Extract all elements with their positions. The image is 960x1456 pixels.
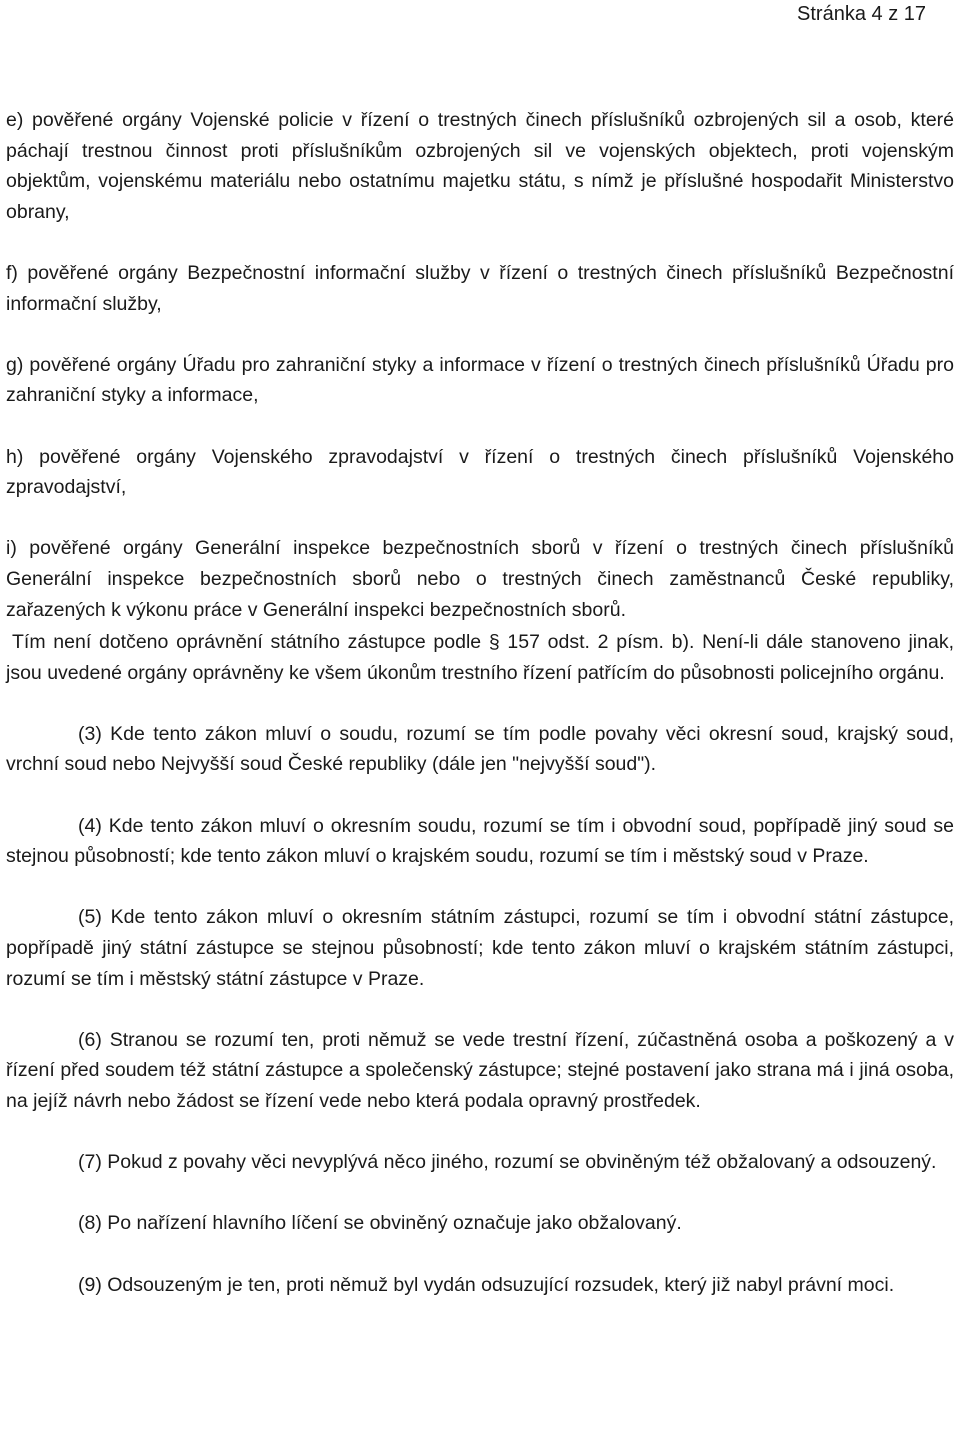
- paragraph-3: (3) Kde tento zákon mluví o soudu, rozumí se tím podle povahy věci okresní soud, krajský soud, vrchní soud nebo Nejvyšší soud České republiky (dále jen "nejvyšší soud").: [6, 722, 954, 776]
- paragraph-8: (8) Po nařízení hlavního líčení se obviněný označuje jako obžalovaný.: [78, 1212, 682, 1235]
- paragraph-9: (9) Odsouzeným je ten, proti němuž byl vydán odsuzující rozsudek, který již nabyl právní moci.: [78, 1273, 895, 1296]
- paragraph-6: (6) Stranou se rozumí ten, proti němuž se vede trestní řízení, zúčastněná osoba a poškozený a v řízení před soudem též státní zástupce a společenský zástupce; stejné postavení jako strana má i jiná osoba, na jejíž návrh nebo žádost se řízení vede nebo která podala opravný prostředek.: [6, 1028, 954, 1112]
- paragraph-e: e) pověřené orgány Vojenské policie v řízení o trestných činech příslušníků ozbrojených sil a osob, které páchají trestnou činnost proti příslušníkům ozbrojených sil ve vojenských objektech, proti vojenským objektům, vojenskému materiálu nebo ostatnímu majetku státu, s nímž je příslušné hospodařit Ministerstvo obrany,: [6, 109, 954, 223]
- paragraph-closing: Tím není dotčeno oprávnění státního zástupce podle § 157 odst. 2 písm. b). Není-li dále stanoveno jinak, jsou uvedené orgány oprávněny ke všem úkonům trestního řízení patřícím do působnosti policejního orgánu.: [6, 631, 954, 684]
- paragraph-4: (4) Kde tento zákon mluví o okresním soudu, rozumí se tím i obvodní soud, popřípadě jiný soud se stejnou působností; kde tento zákon mluví o krajském soudu, rozumí se tím i městský soud v Praze.: [6, 814, 954, 868]
- paragraph-h: h) pověřené orgány Vojenského zpravodajství v řízení o trestných činech příslušníků Vojenského zpravodajství,: [6, 445, 954, 499]
- paragraph-f: f) pověřené orgány Bezpečnostní informační služby v řízení o trestných činech příslušníků Bezpečnostní informační služby,: [6, 261, 954, 315]
- document-body: [6, 105, 954, 1300]
- page-number: Stránka 4 z 17: [797, 3, 926, 25]
- paragraph-5: (5) Kde tento zákon mluví o okresním státním zástupci, rozumí se tím i obvodní státní zástupce, popřípadě jiný státní zástupce se stejnou působností; kde tento zákon mluví o krajském státním zástupci, rozumí se tím i městský státní zástupce v Praze.: [6, 906, 954, 990]
- paragraph-g: g) pověřené orgány Úřadu pro zahraniční styky a informace v řízení o trestných činech příslušníků Úřadu pro zahraniční styky a informace,: [6, 353, 954, 407]
- paragraph-7: (7) Pokud z povahy věci nevyplývá něco jiného, rozumí se obviněným též obžalovaný a odsouzený.: [78, 1151, 937, 1174]
- paragraph-i: i) pověřené orgány Generální inspekce bezpečnostních sborů v řízení o trestných činech příslušníků Generální inspekce bezpečnostních sborů nebo o trestných činech zaměstnanců České republiky, zařazených k výkonu práce v Generální inspekci bezpečnostních sborů.: [6, 537, 954, 621]
